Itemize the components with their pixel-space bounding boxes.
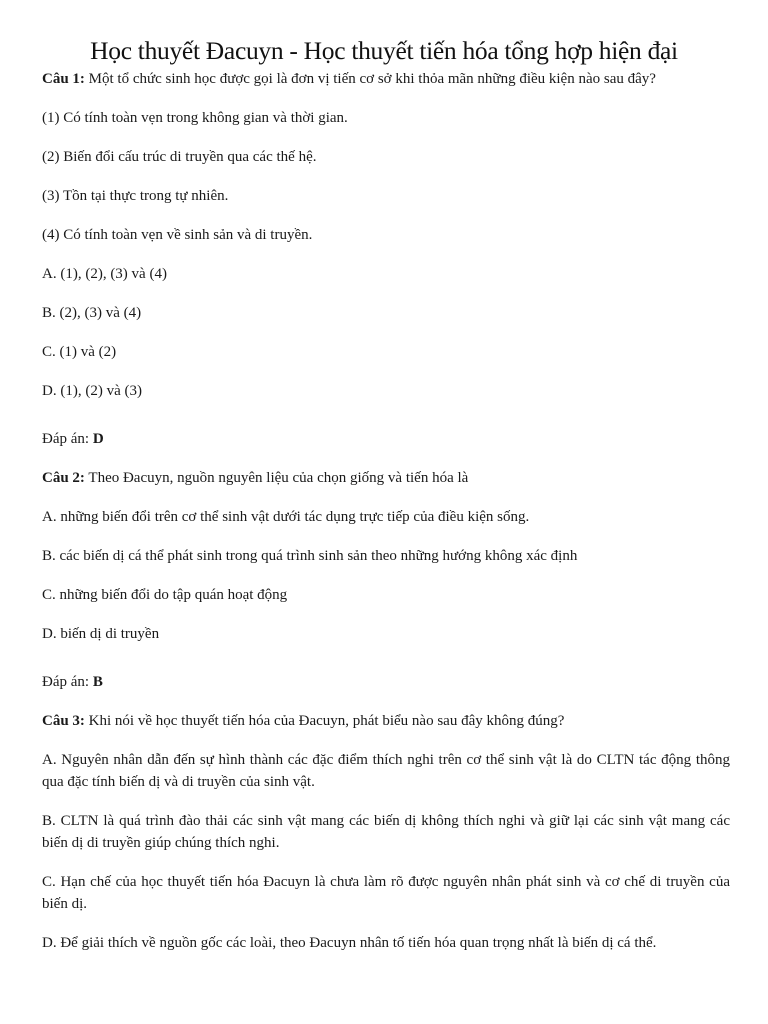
question-3-label: Câu 3:: [42, 713, 85, 729]
question-2-option-b: B. các biến dị cá thể phát sinh trong quá trình sinh sản theo những hướng không xác định: [42, 548, 578, 564]
question-3-option-c: C. Hạn chế của học thuyết tiến hóa Đacuyn là chưa làm rõ được nguyên nhân phát sinh và cơ chế di truyền của biến dị.: [42, 874, 730, 912]
question-2-option-d: D. biến dị di truyền: [42, 626, 160, 642]
question-2-option-c: C. những biến đổi do tập quán hoạt động: [42, 587, 288, 603]
question-2-label: Câu 2:: [42, 470, 85, 486]
question-2-stem: [42, 467, 730, 489]
question-1-option-d: D. (1), (2) và (3): [42, 383, 142, 399]
question-3-option-d: D. Để giải thích về nguồn gốc các loài, theo Đacuyn nhân tố tiến hóa quan trọng nhất là biến dị cá thể.: [42, 935, 657, 951]
question-1-text: Một tổ chức sinh học được gọi là đơn vị tiến cơ sở khi thỏa mãn những điều kiện nào sau đây?: [88, 71, 656, 87]
question-1-statement-4: (4) Có tính toàn vẹn về sinh sản và di truyền.: [42, 227, 313, 243]
question-2-answer: [42, 671, 730, 693]
question-1-statement-2: (2) Biến đổi cấu trúc di truyền qua các thế hệ.: [42, 149, 317, 165]
question-2-option-a: A. những biến đổi trên cơ thể sinh vật dưới tác dụng trực tiếp của điều kiện sống.: [42, 509, 530, 525]
question-1-answer-value: D: [92, 431, 104, 447]
question-3-text: Khi nói về học thuyết tiến hóa của Đacuyn, phát biểu nào sau đây không đúng?: [88, 713, 565, 729]
question-1-option-b: B. (2), (3) và (4): [42, 305, 142, 321]
question-1-label: Câu 1:: [42, 71, 85, 87]
question-2-text: Theo Đacuyn, nguồn nguyên liệu của chọn giống và tiến hóa là: [88, 470, 469, 486]
question-2-answer-value: B: [92, 674, 103, 690]
question-1-statement-3: (3) Tồn tại thực trong tự nhiên.: [42, 188, 229, 204]
question-3-stem: [42, 710, 730, 732]
answer-prefix: Đáp án:: [42, 674, 90, 690]
document-page: [42, 36, 730, 954]
question-3-option-a: A. Nguyên nhân dẫn đến sự hình thành các đặc điểm thích nghi trên cơ thể sinh vật là do CLTN tác động thông qua đặc tính biến dị và di truyền của sinh vật.: [42, 752, 730, 790]
question-1-statement-1: (1) Có tính toàn vẹn trong không gian và thời gian.: [42, 110, 348, 126]
question-1-answer: [42, 428, 730, 450]
question-1-option-a: A. (1), (2), (3) và (4): [42, 266, 167, 282]
question-1-stem: [42, 68, 730, 90]
question-1-option-c: C. (1) và (2): [42, 344, 117, 360]
document-title: Học thuyết Đacuyn - Học thuyết tiến hóa tổng hợp hiện đại: [90, 36, 678, 65]
answer-prefix: Đáp án:: [42, 431, 90, 447]
question-3-option-b: B. CLTN là quá trình đào thải các sinh vật mang các biến dị không thích nghi và giữ lại các sinh vật mang các biến dị di truyền giúp chúng thích nghi.: [42, 813, 730, 851]
